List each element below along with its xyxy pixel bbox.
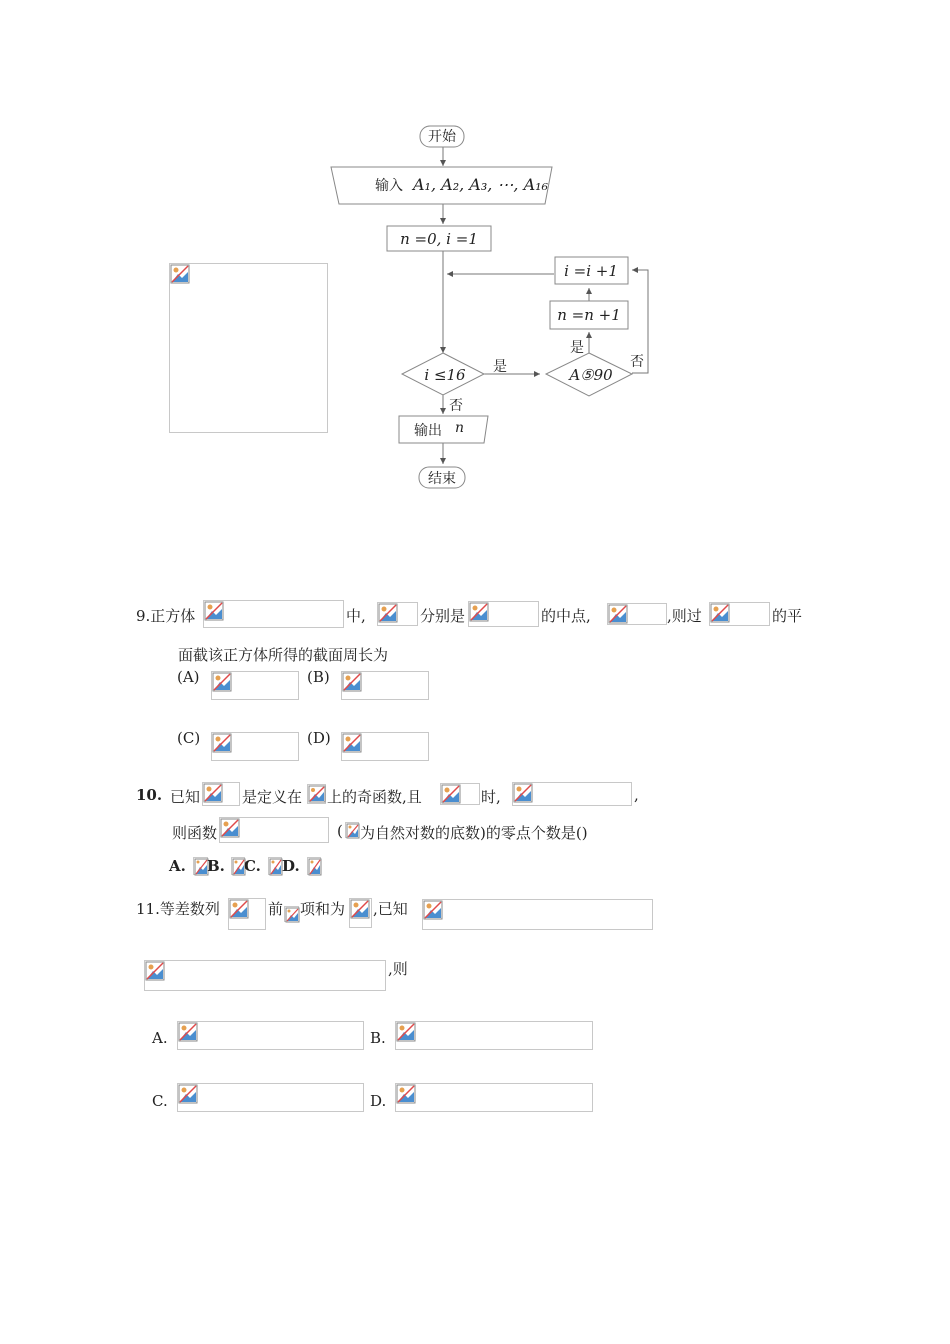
q11-text-a: 11.等差数列 <box>136 900 220 918</box>
broken-image-icon <box>220 818 240 838</box>
q10-image-3 <box>440 783 480 805</box>
q9-option-b-image <box>341 671 429 700</box>
q9-option-c-label: (C) <box>177 729 201 747</box>
broken-image-icon <box>441 784 461 804</box>
end-label: 结束 <box>428 471 456 487</box>
q10-text-d: 时, <box>481 788 501 806</box>
cond1-label: i ≤16 <box>424 366 466 384</box>
q11-option-a-label: A. <box>152 1029 168 1047</box>
q9-text-c: 分别是 <box>420 607 466 625</box>
q9-text-a: 9.正方体 <box>136 607 196 625</box>
output-label: 输出 <box>414 423 442 439</box>
broken-image-icon <box>396 1022 416 1042</box>
q9-image-4 <box>607 603 667 625</box>
q11-image-4 <box>422 899 653 930</box>
broken-image-icon <box>212 672 232 692</box>
q11-text-d: ,已知 <box>373 900 408 918</box>
q9-option-d-label: (D) <box>307 729 331 747</box>
q10-text-c: 上的奇函数,且 <box>327 788 422 806</box>
q10-option-b-image <box>231 857 245 875</box>
yes2-label: 是 <box>570 340 584 356</box>
broken-image-icon <box>378 603 398 623</box>
q10-line2-a: 则函数 <box>172 824 218 842</box>
q10-number: 10. <box>136 786 163 804</box>
q11-image-5 <box>144 960 386 991</box>
q11-line2: ,则 <box>388 960 408 978</box>
broken-image-icon <box>469 602 489 622</box>
q10-option-c-image <box>268 857 282 875</box>
q11-option-b-image <box>395 1021 593 1050</box>
q10-option-a-image <box>193 857 208 875</box>
q10-image-2 <box>307 784 326 804</box>
q11-text-c: 项和为 <box>300 900 346 918</box>
q10-image-5 <box>219 817 329 843</box>
q11-text-b: 前 <box>268 900 284 918</box>
image-placeholder <box>169 263 328 433</box>
q10-image-1 <box>202 782 240 806</box>
q9-text-b: 中, <box>346 607 366 625</box>
q9-image-3 <box>468 601 539 627</box>
update-i-label: i =i +1 <box>564 262 618 280</box>
q9-option-a-label: (A) <box>177 668 200 686</box>
cond2-label: A⑤90 <box>569 366 613 384</box>
q11-option-c-label: C. <box>152 1092 168 1110</box>
no1-label: 否 <box>449 398 463 414</box>
q11-option-c-image <box>177 1083 364 1112</box>
no2-label: 否 <box>630 354 644 370</box>
yes1-label: 是 <box>493 359 507 375</box>
start-label: 开始 <box>428 129 456 145</box>
broken-image-icon <box>350 899 370 919</box>
broken-image-icon <box>285 907 300 923</box>
broken-image-icon <box>346 823 360 839</box>
broken-image-icon <box>170 264 190 284</box>
q10-option-c-label: C. <box>244 857 261 875</box>
q10-line2-b: ( <box>337 822 343 840</box>
q10-image-6 <box>345 822 359 838</box>
q11-option-d-label: D. <box>370 1092 387 1110</box>
q11-image-3 <box>349 898 372 928</box>
broken-image-icon <box>178 1084 198 1104</box>
q11-image-1 <box>228 898 266 930</box>
broken-image-icon <box>203 783 223 803</box>
init-label: n =0, i =1 <box>400 230 478 248</box>
q10-text-a: 已知 <box>170 788 201 806</box>
output-var: n <box>455 420 465 436</box>
flowchart <box>0 0 950 520</box>
broken-image-icon <box>308 858 322 876</box>
q9-line2: 面截该正方体所得的截面周长为 <box>178 646 389 664</box>
q11-image-2 <box>284 906 299 922</box>
q10-option-d-image <box>307 857 321 875</box>
q9-text-f: 的平 <box>772 607 803 625</box>
q10-image-4 <box>512 782 632 806</box>
broken-image-icon <box>229 899 249 919</box>
output-parallelogram <box>399 416 488 443</box>
broken-image-icon <box>308 785 326 803</box>
q9-image-2 <box>377 602 418 626</box>
q11-option-d-image <box>395 1083 593 1112</box>
broken-image-icon <box>204 601 224 621</box>
q9-option-b-label: (B) <box>307 668 330 686</box>
broken-image-icon <box>342 733 362 753</box>
q10-option-b-label: B. <box>207 857 225 875</box>
broken-image-icon <box>342 672 362 692</box>
q9-option-c-image <box>211 732 299 761</box>
input-vars: A₁, A₂, A₃, ⋯, A₁₆ <box>413 175 548 194</box>
broken-image-icon <box>269 858 283 876</box>
broken-image-icon <box>212 733 232 753</box>
update-n-label: n =n +1 <box>557 306 621 324</box>
q9-image-1 <box>203 600 344 628</box>
broken-image-icon <box>145 961 165 981</box>
broken-image-icon <box>513 783 533 803</box>
q9-text-e: ,则过 <box>667 607 702 625</box>
q10-option-a-label: A. <box>169 857 186 875</box>
q11-option-b-label: B. <box>370 1029 386 1047</box>
q9-option-a-image <box>211 671 299 700</box>
broken-image-icon <box>710 603 730 623</box>
q10-line2-c: 为自然对数的底数)的零点个数是() <box>360 824 588 842</box>
q10-text-b: 是定义在 <box>242 788 303 806</box>
q9-text-d: 的中点, <box>541 607 591 625</box>
broken-image-icon <box>423 900 443 920</box>
q9-option-d-image <box>341 732 429 761</box>
q9-image-5 <box>709 602 770 626</box>
q11-option-a-image <box>177 1021 364 1050</box>
broken-image-icon <box>396 1084 416 1104</box>
input-label: 输入 <box>375 178 403 194</box>
q10-option-d-label: D. <box>282 857 300 875</box>
broken-image-icon <box>608 604 628 624</box>
broken-image-icon <box>178 1022 198 1042</box>
q10-text-e: , <box>634 786 639 804</box>
